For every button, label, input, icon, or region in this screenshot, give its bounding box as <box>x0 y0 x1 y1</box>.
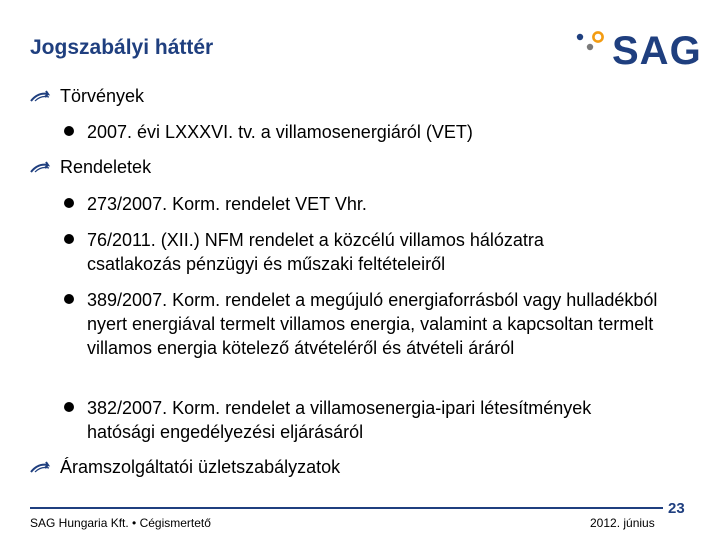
list-item-text: 382/2007. Korm. rendelet a villamosenergia-ipari létesítmények hatósági engedélyezési eljárásáról <box>87 398 592 442</box>
chevron-arrow-icon <box>30 159 52 175</box>
round-bullet-icon <box>64 234 74 244</box>
page-number: 23 <box>668 500 685 517</box>
list-item-text: 389/2007. Korm. rendelet a megújuló energiaforrásból vagy hulladékból nyert energiával termelt villamos energia, valamint a kapcsoltan termelt villamos energia kötelező átvételéről és átvételi áráról <box>87 290 658 358</box>
section-heading <box>60 157 151 177</box>
footer-divider <box>30 507 663 509</box>
list-item-text: 273/2007. Korm. rendelet VET Vhr. <box>87 194 367 214</box>
list-item <box>87 396 657 444</box>
round-bullet-icon <box>64 402 74 412</box>
round-bullet-icon <box>64 126 74 136</box>
round-bullet-icon <box>64 198 74 208</box>
list-item-text: 2007. évi LXXXVI. tv. a villamosenergiáról (VET) <box>87 122 473 142</box>
list-item <box>87 192 687 216</box>
slide-title: Jogszabályi háttér <box>30 36 214 59</box>
logo-text: SAG <box>612 29 702 73</box>
chevron-arrow-icon <box>30 88 52 104</box>
footer-company: SAG Hungaria Kft. • Cégismertető <box>30 516 211 530</box>
footer-date: 2012. június <box>590 516 655 530</box>
chevron-arrow-icon <box>30 459 52 475</box>
round-bullet-icon <box>64 294 74 304</box>
section-heading-text: Rendeletek <box>60 157 152 177</box>
list-item <box>87 288 683 360</box>
section-heading-text: Áramszolgáltatói üzletszabályzatok <box>60 457 341 477</box>
section-heading-text: Törvények <box>60 86 145 106</box>
list-item <box>87 228 627 276</box>
section-heading <box>60 86 144 106</box>
list-item <box>87 120 687 144</box>
list-item-text: 76/2011. (XII.) NFM rendelet a közcélú villamos hálózatra csatlakozás pénzügyi és műszaki feltételeiről <box>87 230 544 274</box>
section-heading <box>60 457 340 477</box>
